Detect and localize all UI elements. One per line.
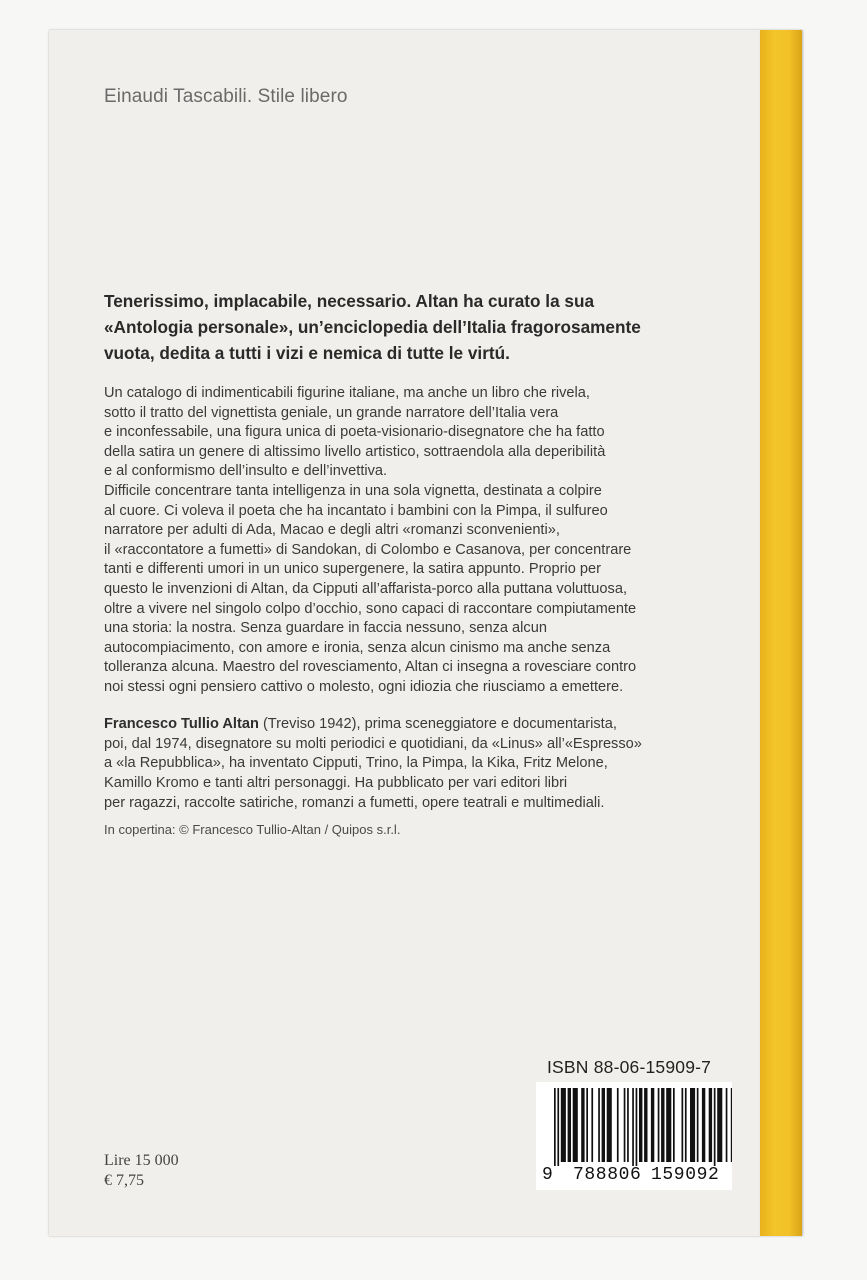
description-line: tanti e differenti umori in un unico supergenere, la satira appunto. Proprio per [104, 561, 602, 578]
description-line: e al conformismo dell’insulto e dell’invettiva. [104, 463, 388, 480]
barcode-bar [586, 1088, 588, 1162]
author-bio-line: a «la Repubblica», ha inventato Cipputi, Trino, la Pimpa, la Kika, Fritz Melone, [104, 755, 608, 772]
description-line: Un catalogo di indimenticabili figurine italiane, ma anche un libro che rivela, [104, 385, 590, 401]
description-text [104, 384, 744, 698]
barcode-bar [624, 1088, 626, 1162]
description-line: sotto il tratto del vignettista geniale, un grande narratore dell’Italia vera [104, 404, 559, 421]
barcode-bar [644, 1088, 647, 1162]
author-bio-line: poi, dal 1974, disegnatore su molti periodici e quotidiani, da «Linus» all’«Espresso» [104, 735, 642, 752]
barcode-bar [568, 1088, 571, 1162]
barcode-bar [690, 1088, 695, 1162]
barcode-bar [731, 1088, 732, 1162]
barcode-bar [666, 1088, 671, 1162]
barcode-bar [627, 1088, 629, 1162]
author-bio-intro: (Treviso 1942), prima sceneggiatore e documentarista, [258, 716, 617, 732]
description-line: una storia: la nostra. Senza guardare in faccia nessuno, senza alcun [104, 620, 547, 637]
barcode-bar [661, 1088, 664, 1162]
barcode-bar [632, 1088, 634, 1166]
description-line: narratore per adulti di Ada, Macao e degli altri «romanzi sconvenienti», [104, 522, 560, 539]
description-line: tolleranza alcuna. Maestro del rovesciamento, Altan ci insegna a rovesciare contro [104, 659, 637, 676]
price-euro: € 7,75 [104, 1172, 144, 1189]
barcode-bar [702, 1088, 705, 1162]
barcode-left-group: 788806 [573, 1165, 642, 1185]
barcode-bar [561, 1088, 566, 1162]
headline-line: vuota, dedita a tutti i vizi e nemica di tutte le virtú. [104, 343, 510, 363]
description-line: questo le invenzioni di Altan, da Cipputi all’affarista-porco alla puttana voluttuosa, [104, 580, 628, 597]
description-line: Difficile concentrare tanta intelligenza in una sola vignetta, destinata a colpire [104, 482, 602, 499]
isbn-number: ISBN 88-06-15909-7 [547, 1057, 712, 1077]
barcode-bar [639, 1088, 642, 1162]
description-line: al cuore. Ci voleva il poeta che ha incantato i bambini con la Pimpa, il sulfureo [104, 502, 608, 519]
author-bio-line: per ragazzi, raccolte satiriche, romanzi a fumetti, opere teatrali e multimediali. [104, 794, 605, 811]
barcode-bar [617, 1088, 619, 1162]
description-line: della satira un genere di altissimo livello artistico, sottraendola alla deperibilità [104, 443, 606, 460]
barcode-bar [591, 1088, 593, 1162]
author-bio [104, 715, 744, 814]
book-spine [760, 30, 802, 1236]
description-line: il «raccontatore a fumetti» di Sandokan, di Colombo e Casanova, per concentrare [104, 541, 632, 558]
headline-line: «Antologia personale», un’enciclopedia dell’Italia fragorosamente [104, 317, 641, 337]
author-bio-line [104, 715, 744, 735]
barcode-bar [554, 1088, 556, 1166]
barcode-bar [673, 1088, 675, 1162]
barcode-bar [682, 1088, 684, 1162]
barcode-bar [709, 1088, 712, 1162]
barcode-first-digit: 9 [542, 1165, 553, 1185]
headline-blurb [104, 288, 744, 366]
barcode-bar [658, 1088, 660, 1162]
barcode-bar [581, 1088, 584, 1162]
author-bio-line: Kamillo Kromo e tanti altri personaggi. Ha pubblicato per vari editori libri [104, 775, 568, 792]
barcode-bar [607, 1088, 612, 1162]
barcode-bar [573, 1088, 578, 1162]
description-line: e inconfessabile, una figura unica di poeta-visionario-disegnatore che ha fatto [104, 424, 605, 441]
barcode-bar [651, 1088, 654, 1162]
barcode-bar [726, 1088, 728, 1162]
barcode-right-group: 159092 [651, 1165, 720, 1185]
barcode-bar [685, 1088, 687, 1162]
barcode-bar [598, 1088, 600, 1162]
barcode-bars [536, 1082, 732, 1166]
cover-credit: In copertina: © Francesco Tullio-Altan / Quipos s.r.l. [104, 822, 401, 837]
barcode-bar [602, 1088, 605, 1162]
description-line: oltre a vivere nel singolo colpo d’occhio, sono capaci di raccontare compiutamente [104, 600, 637, 617]
barcode-bar [557, 1088, 559, 1166]
barcode-bar [714, 1088, 716, 1166]
headline-line: Tenerissimo, implacabile, necessario. Altan ha curato la sua [104, 291, 595, 311]
series-title: Einaudi Tascabili. Stile libero [104, 86, 348, 107]
barcode [536, 1082, 732, 1190]
price-lire: Lire 15 000 [104, 1152, 179, 1169]
price-block [104, 1151, 179, 1191]
barcode-bar [636, 1088, 638, 1166]
barcode-bar [717, 1088, 722, 1162]
barcode-bar [697, 1088, 699, 1162]
description-line: autocompiacimento, con amore e ironia, senza alcun cinismo ma anche senza [104, 639, 611, 656]
description-line: noi stessi ogni pensiero cattivo o molesto, ogni idiozia che riusciamo a emettere. [104, 678, 624, 695]
author-name: Francesco Tullio Altan [104, 716, 259, 732]
